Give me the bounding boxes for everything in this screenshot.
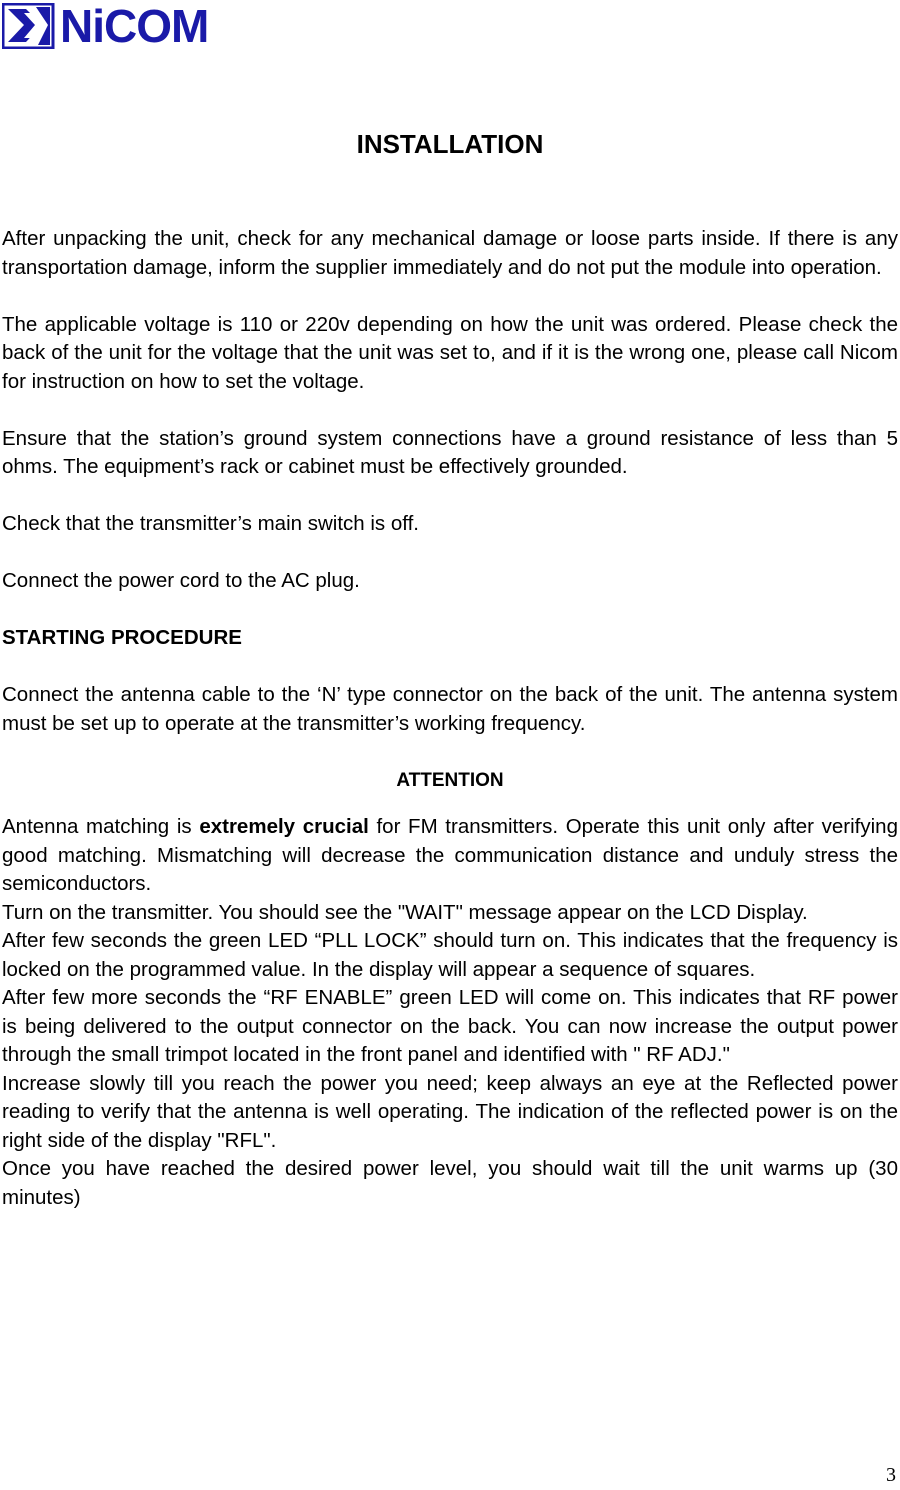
paragraph-unpacking: After unpacking the unit, check for any mechanical damage or loose parts inside. If there is any transportation damage, inform the supplier immediately and do not put the module into operation. — [2, 227, 898, 279]
document-body — [2, 225, 898, 1212]
attention-heading: ATTENTION — [396, 769, 504, 791]
antenna-matching-lead: Antenna matching is — [2, 815, 200, 838]
emphasis-extremely-crucial: extremely crucial — [199, 815, 369, 838]
paragraph-reflected-power: Increase slowly till you reach the power you need; keep always an eye at the Reflected power reading to verify that the antenna is well operating. The indication of the reflected power is on the right side of the display "RFL". — [2, 1071, 898, 1152]
paragraph-power-cord: Connect the power cord to the AC plug. — [2, 569, 360, 592]
logo-text: NiCOM — [60, 0, 209, 52]
section-heading-starting-procedure: STARTING PROCEDURE — [2, 626, 242, 649]
logo — [2, 2, 232, 50]
paragraph-turn-on: Turn on the transmitter. You should see the "WAIT" message appear on the LCD Display. — [2, 900, 808, 924]
paragraph-antenna-connect: Connect the antenna cable to the ‘N’ type connector on the back of the unit. The antenna system must be set up to operate at the transmitter’s working frequency. — [2, 683, 898, 735]
paragraph-main-switch: Check that the transmitter’s main switch is off. — [2, 512, 419, 535]
nicom-logo-icon — [2, 3, 56, 49]
paragraph-grounding: Ensure that the station’s ground system connections have a ground resistance of less than 5 ohms. The equipment’s rack or cabinet must be effectively grounded. — [2, 426, 898, 478]
paragraph-antenna-matching — [2, 813, 898, 899]
page-number: 3 — [886, 1464, 896, 1486]
paragraph-voltage: The applicable voltage is 110 or 220v depending on how the unit was ordered. Please check the back of the unit for the voltage that the unit was set to, and if it is the wrong one, please call Nicom for instruction on how to set the voltage. — [2, 312, 898, 393]
paragraph-pll-lock: After few seconds the green LED “PLL LOCK” should turn on. This indicates that the frequency is locked on the programmed value. In the display will appear a sequence of squares. — [2, 929, 898, 981]
antenna-matching-rest: for FM transmitters. Operate this unit only after verifying good matching. Mismatching will decrease the communication distance and unduly stress the semiconductors. — [2, 815, 898, 895]
paragraph-rf-enable: After few more seconds the “RF ENABLE” green LED will come on. This indicates that RF power is being delivered to the output connector on the back. You can now increase the output power through the small trimpot located in the front panel and identified with " RF ADJ." — [2, 986, 898, 1066]
page-title: INSTALLATION — [356, 129, 544, 159]
paragraph-warm-up: Once you have reached the desired power level, you should wait till the unit warms up (30 minutes) — [2, 1157, 898, 1209]
